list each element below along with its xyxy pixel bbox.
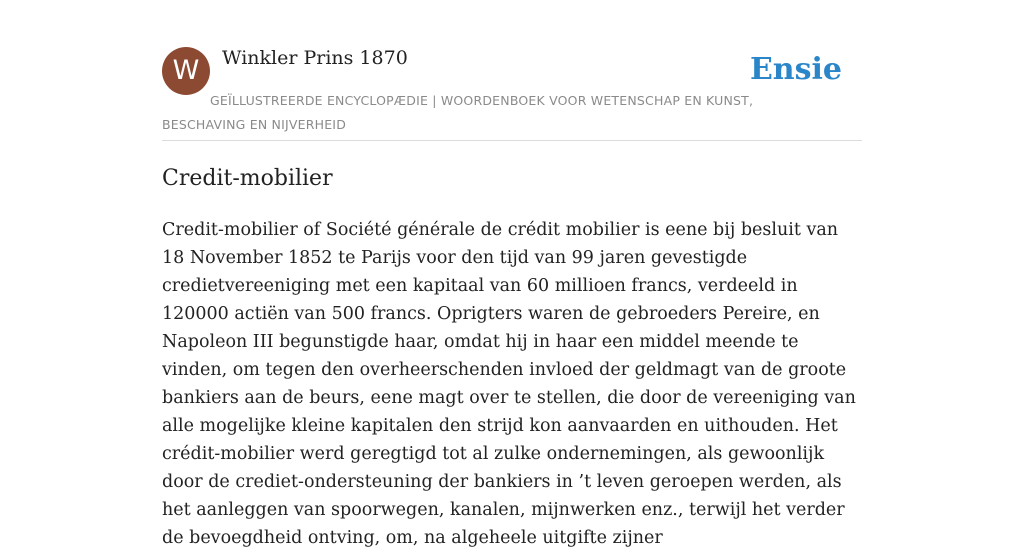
article-title: Credit-mobilier	[162, 166, 333, 191]
source-subtitle: GEÏLLUSTREERDE ENCYCLOPÆDIE | WOORDENBOEK VOOR WETENSCHAP EN KUNST, BESCHAVING EN NIJVERHEID	[162, 93, 754, 132]
ensie-logo[interactable]: Ensie	[749, 52, 842, 87]
article-body: Credit-mobilier of Société générale de crédit mobilier is eene bij besluit van 18 November 1852 te Parijs voor den tijd van 99 jaren gevestigde credietvereeniging met een kapitaal van 60 millioen francs, verdeeld in 120000 actiën van 500 francs. Oprigters waren de gebroeders Pereire, en Napoleon III begunstigde haar, omdat hij in haar een middel meende te vinden, om tegen den overheerschenden invloed der geldmagt van de groote bankiers aan de beurs, eene magt over te stellen, die door de vereeniging van alle mogelijke kleine kapitalen den strijd kon aanvaarden en uithouden. Het crédit-mobilier werd geregtigd tot al zulke ondernemingen, als gewoonlijk door de crediet-ondersteuning der bankiers in ’t leven geroepen werden, als het aanleggen van spoorwegen, kanalen, mijnwerken enz., terwijl het verder de bevoegdheid ontving, om, na algeheele uitgifte zijner	[162, 220, 856, 548]
header	[162, 46, 862, 141]
source-title[interactable]: Winkler Prins 1870	[222, 47, 408, 69]
avatar[interactable]: W	[162, 47, 210, 95]
